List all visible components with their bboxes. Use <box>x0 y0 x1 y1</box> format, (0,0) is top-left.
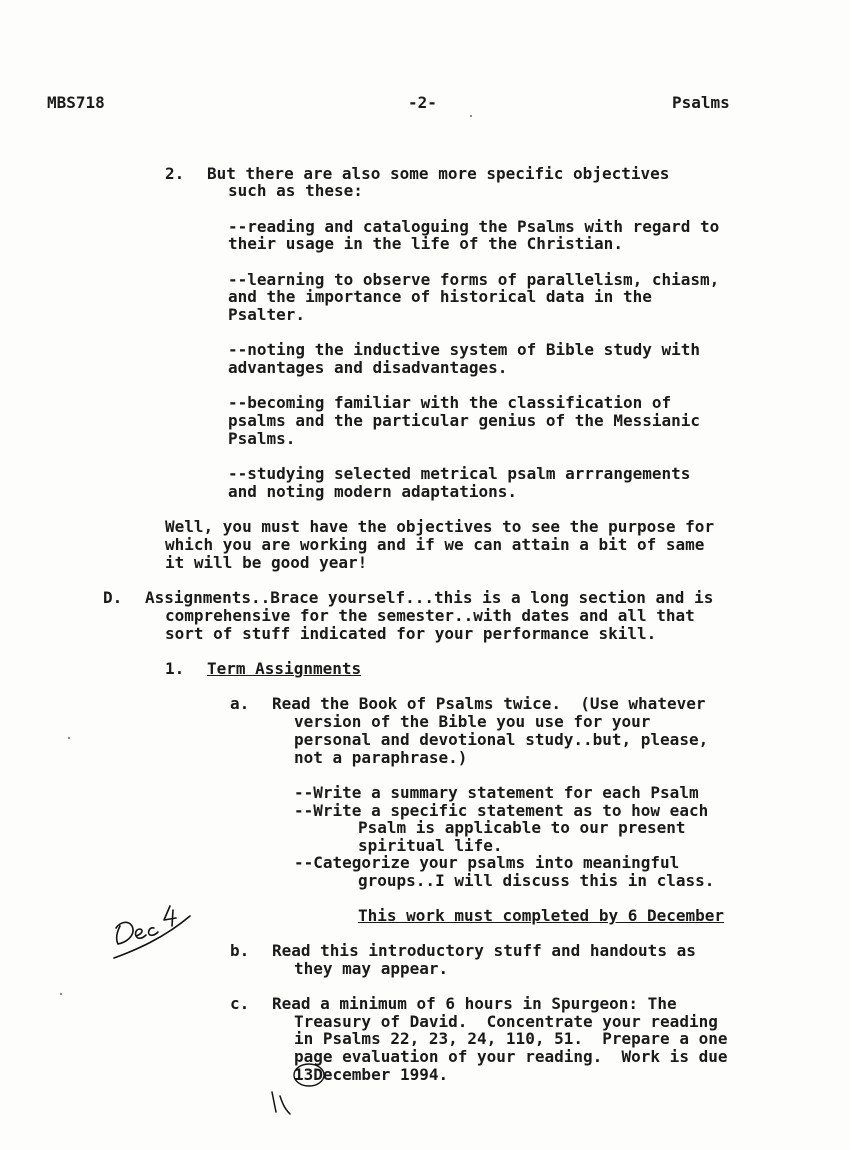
objective-line: --noting the inductive system of Bible study with <box>228 340 701 359</box>
closing-line: Well, you must have the objectives to see the purpose for <box>165 517 715 536</box>
objective-line: --becoming familiar with the classification of <box>228 393 672 412</box>
item-b-line: Read this introductory stuff and handouts as <box>272 941 696 960</box>
section-d-line: sort of stuff indicated for your performance skill. <box>165 624 657 643</box>
term-heading: Term Assignments <box>207 659 362 678</box>
item-c-line: Read a minimum of 6 hours in Spurgeon: The <box>272 994 677 1013</box>
task-line: --Categorize your psalms into meaningful <box>294 853 680 872</box>
scan-speck <box>68 737 70 739</box>
scan-speck <box>60 993 62 995</box>
objective-line: --studying selected metrical psalm arrrangements <box>228 464 691 483</box>
objective-line: Psalter. <box>228 305 306 324</box>
section-d-line: Assignments..Brace yourself...this is a long section and is <box>145 588 714 607</box>
due-date-text: December 1994. <box>313 1065 449 1084</box>
item-2-number: 2. <box>165 164 185 183</box>
closing-line: it will be good year! <box>165 553 368 572</box>
item-a-line: Read the Book of Psalms twice. (Use whatever <box>272 694 706 713</box>
term-number: 1. <box>165 659 185 678</box>
objective-line: --reading and cataloguing the Psalms with regard to <box>228 217 720 236</box>
item-c-letter: c. <box>230 994 250 1013</box>
item-b-letter: b. <box>230 941 250 960</box>
objective-line: and the importance of historical data in the <box>228 287 652 306</box>
objective-line: psalms and the particular genius of the Messianic <box>228 411 701 430</box>
item-2-line: such as these: <box>228 181 363 200</box>
item-b-line: they may appear. <box>294 959 449 978</box>
page-number: -2- <box>408 93 437 112</box>
section-d-letter: D. <box>103 588 123 607</box>
task-line: groups..I will discuss this in class. <box>358 871 715 890</box>
course-code: MBS718 <box>47 93 105 112</box>
task-line: Psalm is applicable to our present <box>358 818 686 837</box>
handwritten-circle-mark <box>292 1061 328 1089</box>
item-a-line: not a paraphrase.) <box>294 748 468 767</box>
item-a-letter: a. <box>230 694 250 713</box>
task-line: --Write a specific statement as to how each <box>294 801 709 820</box>
closing-line: which you are working and if we can attain a bit of same <box>165 535 705 554</box>
subject-title: Psalms <box>672 93 730 112</box>
item-2-line: But there are also some more specific objectives <box>207 164 670 183</box>
objective-line: Psalms. <box>228 429 296 448</box>
objective-line: and noting modern adaptations. <box>228 482 517 501</box>
task-line: --Write a summary statement for each Psalm <box>294 783 699 802</box>
item-c-line: in Psalms 22, 23, 24, 110, 51. Prepare a one <box>294 1029 728 1048</box>
objective-line: --learning to observe forms of parallelism, chiasm, <box>228 270 720 289</box>
item-a-line: personal and devotional study..but, please, <box>294 730 709 749</box>
objective-line: their usage in the life of the Christian. <box>228 234 623 253</box>
scan-speck <box>470 115 472 117</box>
task-line: spiritual life. <box>358 836 503 855</box>
item-c-line: page evaluation of your reading. Work is due <box>294 1047 728 1066</box>
objective-line: advantages and disadvantages. <box>228 358 508 377</box>
circled-day: 13 <box>294 1065 314 1084</box>
handwritten-dec-4-note <box>106 898 196 964</box>
deadline-note: This work must completed by 6 December <box>358 906 725 925</box>
section-d-line: comprehensive for the semester..with dates and all that <box>165 606 695 625</box>
handwritten-11-mark <box>266 1086 300 1120</box>
item-a-line: version of the Bible you use for your <box>294 712 651 731</box>
item-c-line: Treasury of David. Concentrate your reading <box>294 1012 718 1031</box>
